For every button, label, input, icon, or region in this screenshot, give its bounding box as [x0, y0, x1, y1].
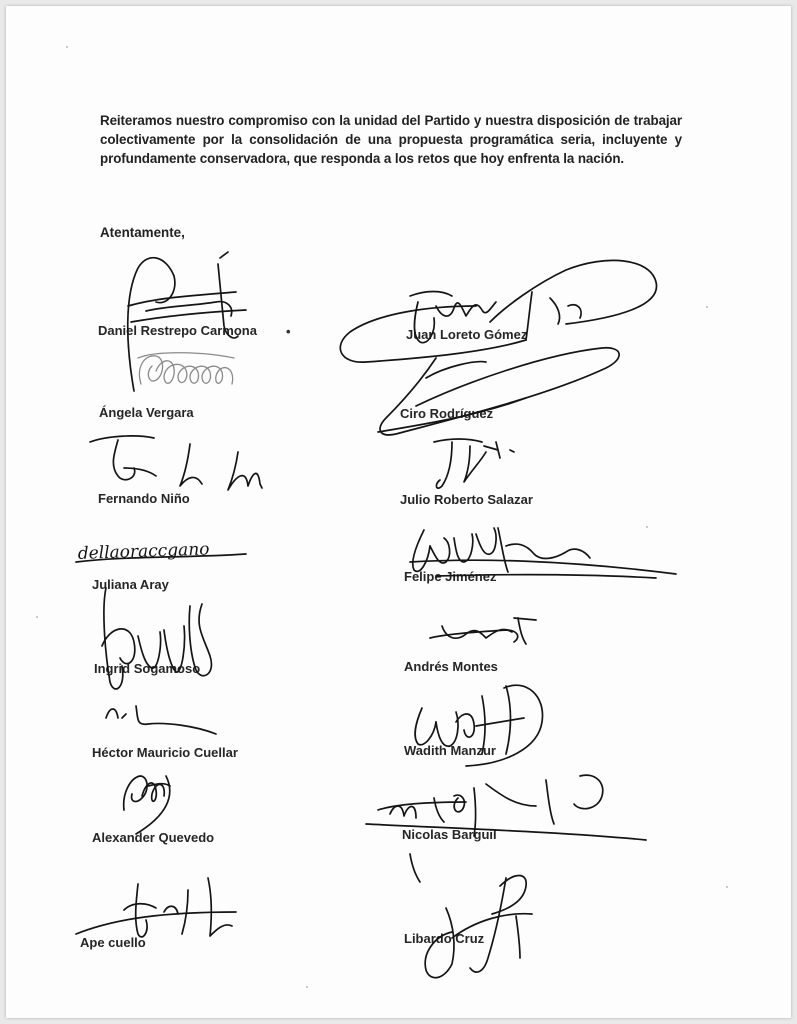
stray-dot: •	[286, 324, 291, 339]
scan-speck	[36, 616, 38, 618]
signatory-name: Héctor Mauricio Cuellar	[92, 745, 238, 760]
signatory-name: Ingrid Sogamoso	[94, 661, 201, 676]
scan-speck	[706, 306, 708, 308]
signatory-name: Daniel Restrepo Carmona	[98, 323, 257, 338]
signature-cruz	[425, 876, 532, 978]
signature-quevedo	[124, 776, 170, 834]
signature-loreto	[340, 260, 656, 362]
signatory-name: Wadith Manzur	[404, 743, 496, 758]
signatory-name: Felipe Jiménez	[404, 569, 497, 584]
scan-speck	[726, 886, 728, 888]
signatory-name: Ape cuello	[80, 935, 146, 950]
signatory-name: Ciro Rodríguez	[400, 406, 494, 421]
signatory-name: Juliana Aray	[92, 577, 169, 592]
signatory-name: Juan Loreto Gómez	[406, 327, 528, 342]
signatory-name: Alexander Quevedo	[92, 830, 215, 845]
signature-aray-text: dellaoraccgano	[77, 539, 210, 564]
signatory-name: Andrés Montes	[404, 659, 498, 674]
signatory-name: Julio Roberto Salazar	[400, 492, 533, 507]
signature-nino	[90, 436, 262, 490]
signature-restrepo	[128, 252, 246, 391]
signatory-name: Libardo Cruz	[404, 931, 485, 946]
scan-speck	[646, 526, 648, 528]
signatory-name: Ángela Vergara	[99, 405, 194, 420]
signature-montes	[430, 618, 536, 644]
scan-speck	[306, 986, 308, 988]
document-page	[6, 6, 791, 1018]
scan-speck	[66, 46, 68, 48]
letter-closing: Atentamente,	[100, 225, 185, 240]
signatory-name: Fernando Niño	[98, 491, 190, 506]
signature-cuello	[76, 878, 236, 937]
signature-aray	[76, 539, 246, 564]
signatory-name: Nicolas Barguil	[402, 827, 497, 842]
signature-cuellar	[106, 706, 216, 734]
signature-salazar	[434, 439, 514, 488]
letter-paragraph: Reiteramos nuestro compromiso con la unidad del Partido y nuestra disposición de trabajar colectivamente por la consolidación de una propuesta programática seria, incluyente y profundamente conservadora, que responda a los retos que hoy enfrenta la nación.	[100, 113, 682, 167]
signature-vergara	[138, 353, 234, 384]
signature-ciro	[378, 348, 619, 435]
